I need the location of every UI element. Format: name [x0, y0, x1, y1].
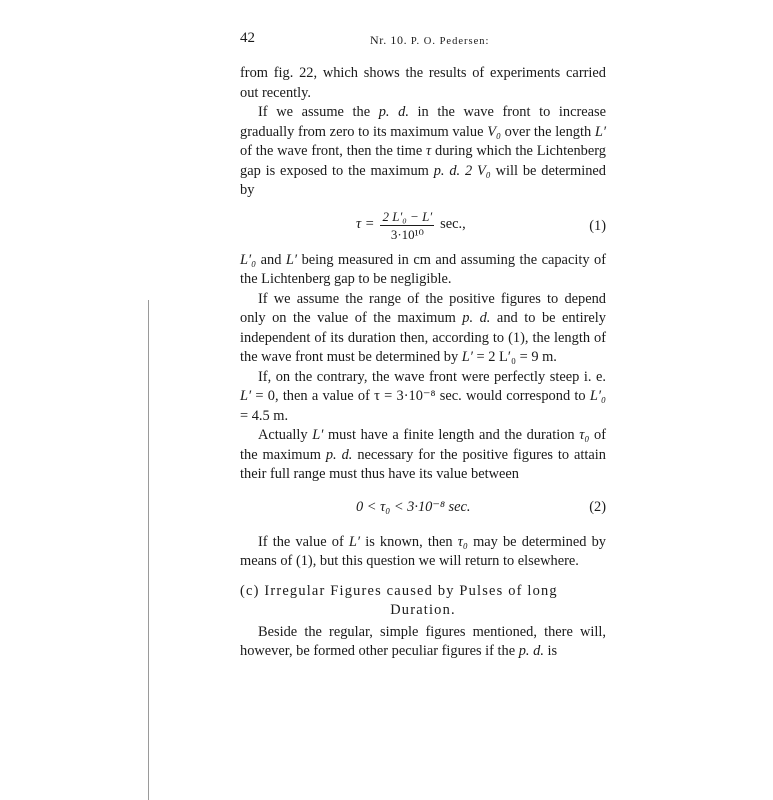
p1-text: from fig. 22, which shows the results of experiments carried out recently.: [240, 65, 606, 101]
running-head-author: P. O. Pedersen:: [410, 36, 490, 47]
paragraph-5: If, on the contrary, the wave front were perfectly steep i. e. L′ = 0, then a value of τ = 3·10⁻⁸ sec. would correspond to L′₀ = 4.5 m.: [240, 368, 606, 424]
symbol-tau0: τ₀: [579, 427, 590, 443]
symbol-tau: τ: [426, 143, 432, 159]
eq1-denominator: 3·10¹⁰: [390, 226, 424, 242]
symbol-lprime: L′: [594, 123, 606, 140]
page-number: 42: [240, 30, 255, 46]
running-head: [370, 33, 489, 48]
paragraph-7: If the value of L′ is known, then τ₀ may be determined by means of (1), but this question we will return to elsewhere.: [240, 533, 606, 569]
paragraph-3: L′₀ and L′ being measured in cm and assuming the capacity of the Lichtenberg gap to be negligible.: [240, 251, 606, 287]
text-column: [240, 64, 606, 662]
section-heading: [240, 582, 606, 621]
paragraph-8: Beside the regular, simple figures mentioned, there will, however, be formed other peculiar figures if the p. d. is: [240, 623, 606, 659]
paragraph-1: [240, 64, 606, 103]
eq1-lhs: τ =: [356, 216, 375, 233]
equation-2: [240, 493, 606, 523]
eq1-label: (1): [589, 217, 606, 234]
symbol-v0: V₀: [487, 123, 501, 140]
paragraph-4: If we assume the range of the positive figures to depend only on the value of the maximum p. d. and to be entirely independent of its duration then, according to (1), the length of the wave front must be determined by L′ = 2 L′₀ = 9 m.: [240, 290, 606, 365]
equation-1: [240, 205, 606, 245]
eq2-body: 0 < τ₀ < 3·10⁻⁸ sec.: [356, 498, 471, 515]
symbol-2v0: 2 V₀: [464, 162, 491, 179]
section-heading-line1: (c) Irregular Figures caused by Pulses of long: [240, 582, 558, 599]
paragraph-6: Actually L′ must have a finite length and the duration τ₀ of the maximum p. d. necessary for the positive figures to attain their full range must thus have its value between: [240, 427, 607, 482]
running-head-nr: Nr. 10.: [370, 33, 408, 47]
eq1-unit: sec.,: [440, 216, 466, 233]
page-edge-line: [148, 300, 149, 800]
paragraph-2: If we assume the p. d. in the wave front to increase gradually from zero to its maximum value V₀ over the length L′ of the wave front, then the time τ during which the Lichtenberg gap is exposed to the maximum p. d. 2 V₀ will be determined by: [240, 104, 607, 198]
eq2-label: (2): [589, 498, 606, 515]
pd-abbrev: p. d.: [378, 104, 409, 120]
eq1-fraction: [380, 209, 434, 242]
eq1-numerator: 2 L′₀ − L′: [382, 208, 433, 224]
section-heading-line2: Duration.: [390, 602, 456, 618]
